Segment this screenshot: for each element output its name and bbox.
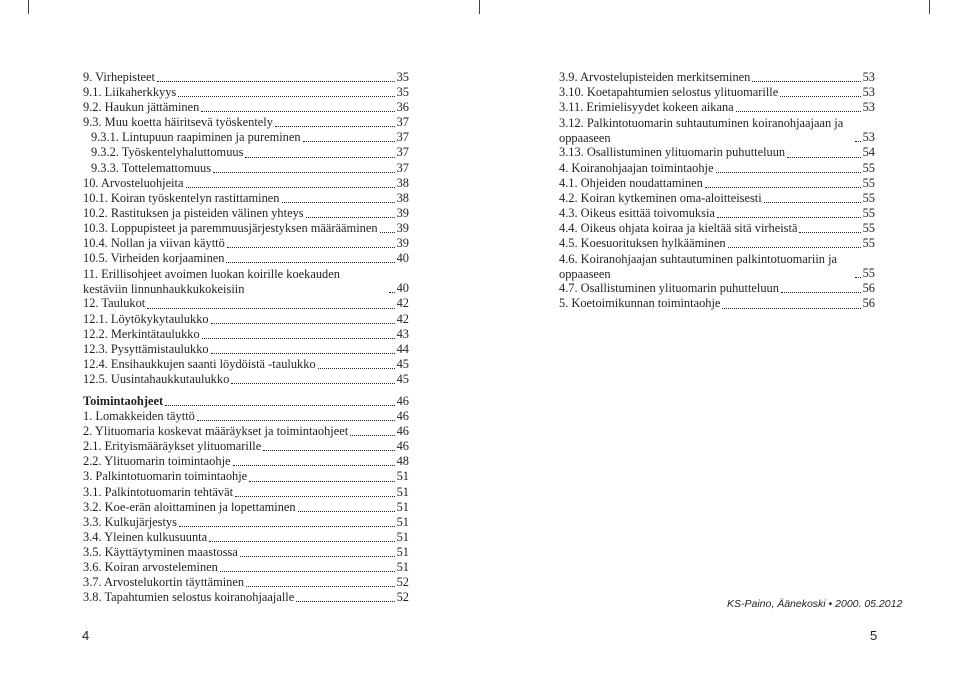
toc-entry-title: 4.4. Oikeus ohjata koiraa ja kieltää sitä virheistä: [559, 220, 798, 235]
crop-mark: [28, 0, 29, 14]
toc-entry-title: 4.7. Osallistuminen ylituomarin puhutteluun: [559, 281, 779, 296]
toc-entry-title: 12.3. Pysyttämistaulukko: [83, 341, 209, 356]
toc-entry: [83, 327, 409, 342]
toc-leader-dots: [179, 525, 395, 527]
toc-entry-title: 3.11. Erimielisyydet kokeen aikana: [559, 100, 734, 115]
toc-leader-dots: [165, 404, 395, 406]
toc-entry-title: 12.5. Uusintahaukkutaulukko: [83, 371, 230, 386]
toc-entry: [83, 394, 409, 409]
toc-entry-page: 56: [862, 296, 875, 311]
toc-leader-dots: [226, 261, 394, 263]
toc-entry: [559, 161, 875, 176]
toc-leader-dots: [147, 307, 394, 309]
toc-leader-dots: [350, 434, 394, 436]
toc-entry-title: 3.12. Palkintotuomarin suhtautuminen koiranohjaajaan ja oppaaseen: [559, 116, 844, 145]
toc-entry-page: 55: [862, 205, 875, 220]
toc-leader-dots: [728, 246, 861, 248]
toc-entry: [83, 145, 409, 160]
toc-entry: [83, 191, 409, 206]
toc-entry-page: 40: [396, 281, 409, 296]
toc-entry: [559, 70, 875, 85]
toc-entry: [559, 115, 875, 145]
toc-leader-dots: [787, 156, 860, 158]
toc-leader-dots: [227, 246, 395, 248]
toc-entry: [559, 281, 875, 296]
toc-entry-title: 3.13. Osallistuminen ylituomarin puhutteluun: [559, 145, 786, 160]
toc-entry-page: 46: [396, 393, 409, 408]
toc-entry-page: 46: [396, 439, 409, 454]
toc-entry-title: 4.5. Koesuorituksen hylkääminen: [559, 236, 726, 251]
toc-entry: [83, 251, 409, 266]
toc-entry-title: 12. Taulukot: [83, 296, 146, 311]
toc-entry-title: 9.2. Haukun jättäminen: [83, 100, 200, 115]
toc-entry-title: 9.3.3. Tottelemattomuus: [91, 160, 212, 175]
toc-entry-title: 2. Ylituomaria koskevat määräykset ja toimintaohjeet: [83, 424, 349, 439]
toc-entry: [83, 206, 409, 221]
toc-leader-dots: [705, 186, 861, 188]
toc-entry-page: 51: [396, 544, 409, 559]
toc-entry: [83, 515, 409, 530]
toc-entry: [559, 296, 875, 311]
toc-entry-page: 44: [396, 341, 409, 356]
toc-leader-dots: [752, 80, 860, 82]
toc-leader-dots: [220, 570, 395, 572]
toc-leader-dots: [233, 464, 395, 466]
toc-entry-title: 10. Arvosteluohjeita: [83, 175, 184, 190]
toc-entry-page: 42: [396, 311, 409, 326]
toc-entry-title: 3. Palkintotuomarin toimintaohje: [83, 469, 248, 484]
toc-leader-dots: [717, 216, 861, 218]
toc-entry: [83, 454, 409, 469]
toc-entry: [83, 236, 409, 251]
toc-entry-title: 9.3.2. Työskentelyhaluttomuus: [91, 145, 244, 160]
toc-entry-page: 51: [396, 529, 409, 544]
toc-leader-dots: [197, 419, 395, 421]
toc-entry: [559, 85, 875, 100]
toc-entry-title: 1. Lomakkeiden täyttö: [83, 409, 195, 424]
toc-entry-page: 51: [396, 514, 409, 529]
toc-entry: [83, 485, 409, 500]
toc-leader-dots: [799, 231, 860, 233]
toc-leader-dots: [231, 382, 394, 384]
page-number-left: 4: [82, 628, 90, 643]
toc-leader-dots: [855, 140, 861, 142]
toc-entry-title: 9. Virhepisteet: [83, 70, 155, 84]
toc-entry-title: 12.1. Löytökykytaulukko: [83, 311, 209, 326]
toc-leader-dots: [186, 186, 395, 188]
toc-entry-title: 4.3. Oikeus esittää toivomuksia: [559, 205, 715, 220]
toc-entry-title: 9.1. Liikaherkkyys: [83, 85, 177, 100]
toc-entry-page: 53: [862, 85, 875, 100]
toc-entry-page: 37: [396, 115, 409, 130]
toc-entry: [83, 424, 409, 439]
toc-entry-title: 9.3.1. Lintupuun raapiminen ja pureminen: [91, 130, 301, 145]
toc-entry: [559, 100, 875, 115]
toc-entry-page: 37: [396, 145, 409, 160]
toc-entry: [83, 357, 409, 372]
toc-entry-page: 55: [862, 175, 875, 190]
toc-entry-title: 10.1. Koiran työskentelyn rastittaminen: [83, 190, 280, 205]
toc-entry-page: 55: [862, 190, 875, 205]
toc-entry: [83, 85, 409, 100]
toc-entry: [83, 469, 409, 484]
toc-entry-title: 2.2. Ylituomarin toimintaohje: [83, 454, 231, 469]
toc-entry-page: 40: [396, 251, 409, 266]
toc-entry-page: 51: [396, 469, 409, 484]
toc-leader-dots: [716, 171, 861, 173]
toc-entry-title: 12.2. Merkintätaulukko: [83, 326, 200, 341]
toc-entry: [83, 545, 409, 560]
toc-entry: [83, 312, 409, 327]
toc-leader-dots: [780, 95, 860, 97]
toc-entry: [83, 590, 409, 605]
toc-entry-title: 10.2. Rastituksen ja pisteiden välinen yhteys: [83, 205, 304, 220]
toc-entry-page: 46: [396, 409, 409, 424]
toc-entry-page: 36: [396, 100, 409, 115]
toc-entry-title: 3.10. Koetapahtumien selostus ylituomarille: [559, 85, 779, 100]
toc-entry-title: 2.1. Erityismääräykset ylituomarille: [83, 439, 262, 454]
toc-entry-page: 53: [862, 130, 875, 145]
toc-leader-dots: [249, 480, 394, 482]
toc-entry: [83, 560, 409, 575]
toc-leader-dots: [855, 276, 861, 278]
toc-entry-page: 39: [396, 236, 409, 251]
toc-entry: [559, 191, 875, 206]
toc-entry-title: 5. Koetoimikunnan toimintaohje: [559, 296, 721, 311]
toc-entry: [559, 251, 875, 281]
toc-leader-dots: [275, 125, 395, 127]
toc-entry-page: 53: [862, 70, 875, 84]
toc-leader-dots: [211, 352, 395, 354]
printer-imprint: KS-Paino, Äänekoski • 2000. 05.2012: [727, 598, 903, 610]
toc-entry-page: 51: [396, 484, 409, 499]
toc-leader-dots: [211, 322, 395, 324]
toc-entry-title: 3.1. Palkintotuomarin tehtävät: [83, 484, 234, 499]
toc-entry-title: 10.5. Virheiden korjaaminen: [83, 251, 225, 266]
toc-entry-title: 3.3. Kulkujärjestys: [83, 514, 177, 529]
toc-entry: [83, 530, 409, 545]
toc-leader-dots: [213, 171, 395, 173]
toc-leader-dots: [246, 585, 395, 587]
toc-leader-dots: [781, 291, 861, 293]
toc-entry-page: 43: [396, 326, 409, 341]
toc-entry: [83, 409, 409, 424]
page-number-right: 5: [870, 628, 878, 643]
toc-leader-dots: [303, 140, 395, 142]
toc-entry: [83, 176, 409, 191]
toc-entry-title: 4. Koiranohjaajan toimintaohje: [559, 160, 714, 175]
toc-entry-title: 11. Erillisohjeet avoimen luokan koirille koekauden kestäviin linnunhaukkukokeisiin: [83, 267, 340, 296]
toc-entry-title: 3.5. Käyttäytyminen maastossa: [83, 544, 238, 559]
toc-right-column: [559, 70, 875, 312]
toc-leader-dots: [209, 540, 394, 542]
toc-entry: [559, 145, 875, 160]
toc-left-column: [83, 70, 409, 605]
toc-entry-title: 3.8. Tapahtumien selostus koiranohjaajalle: [83, 590, 295, 605]
toc-entry: [83, 296, 409, 311]
toc-entry-title: 10.4. Nollan ja viivan käyttö: [83, 236, 225, 251]
toc-entry-page: 35: [396, 70, 409, 84]
toc-entry-title: 12.4. Ensihaukkujen saanti löydöistä -taulukko: [83, 356, 316, 371]
toc-entry: [83, 70, 409, 85]
toc-entry-page: 35: [396, 85, 409, 100]
toc-leader-dots: [263, 449, 394, 451]
toc-entry: [83, 161, 409, 176]
toc-entry-page: 37: [396, 160, 409, 175]
toc-entry-page: 38: [396, 175, 409, 190]
toc-entry-page: 55: [862, 266, 875, 281]
toc-entry-title: 3.9. Arvostelupisteiden merkitseminen: [559, 70, 751, 84]
toc-entry-page: 37: [396, 130, 409, 145]
toc-entry: [83, 266, 409, 296]
toc-entry-title: 9.3. Muu koetta häiritsevä työskentely: [83, 115, 273, 130]
toc-entry-page: 39: [396, 205, 409, 220]
toc-entry-page: 39: [396, 220, 409, 235]
toc-entry-page: 45: [396, 356, 409, 371]
toc-entry-title: 3.7. Arvostelukortin täyttäminen: [83, 575, 245, 590]
toc-entry: [83, 372, 409, 387]
toc-entry-page: 56: [862, 281, 875, 296]
toc-entry: [83, 342, 409, 357]
toc-entry-title: Toimintaohjeet: [83, 393, 164, 408]
toc-entry-page: 55: [862, 160, 875, 175]
toc-entry: [83, 575, 409, 590]
toc-entry-page: 52: [396, 590, 409, 605]
toc-entry-title: 4.1. Ohjeiden noudattaminen: [559, 175, 703, 190]
toc-leader-dots: [282, 201, 395, 203]
toc-entry: [83, 500, 409, 515]
toc-entry: [83, 115, 409, 130]
crop-mark: [479, 0, 480, 14]
toc-entry: [559, 206, 875, 221]
toc-entry: [83, 439, 409, 454]
toc-leader-dots: [245, 156, 394, 158]
toc-leader-dots: [389, 291, 395, 293]
toc-entry: [83, 130, 409, 145]
toc-entry-page: 55: [862, 220, 875, 235]
toc-entry: [559, 221, 875, 236]
crop-mark: [929, 0, 930, 14]
toc-leader-dots: [380, 231, 395, 233]
toc-entry-page: 53: [862, 100, 875, 115]
toc-entry-title: 10.3. Loppupisteet ja paremmuusjärjestyksen määrääminen: [83, 220, 378, 235]
toc-entry: [559, 236, 875, 251]
toc-entry-title: 3.4. Yleinen kulkusuunta: [83, 529, 208, 544]
toc-entry-page: 42: [396, 296, 409, 311]
toc-leader-dots: [157, 80, 395, 82]
toc-entry: [83, 100, 409, 115]
toc-entry-page: 55: [862, 236, 875, 251]
toc-entry-page: 38: [396, 190, 409, 205]
toc-entry-title: 4.6. Koiranohjaajan suhtautuminen palkintotuomariin ja oppaaseen: [559, 252, 838, 281]
toc-entry-title: 3.2. Koe-erän aloittaminen ja lopettaminen: [83, 499, 296, 514]
toc-entry-title: 3.6. Koiran arvosteleminen: [83, 560, 218, 574]
toc-leader-dots: [298, 510, 395, 512]
toc-leader-dots: [764, 201, 861, 203]
toc-leader-dots: [722, 307, 860, 309]
toc-leader-dots: [201, 110, 394, 112]
toc-entry-page: 51: [396, 499, 409, 514]
toc-leader-dots: [306, 216, 395, 218]
toc-entry: [559, 176, 875, 191]
toc-leader-dots: [240, 555, 395, 557]
toc-leader-dots: [296, 600, 394, 602]
toc-entry: [83, 221, 409, 236]
toc-entry-page: 54: [862, 145, 875, 160]
toc-entry-page: 52: [396, 575, 409, 590]
toc-entry-page: 48: [396, 454, 409, 469]
toc-entry-page: 46: [396, 424, 409, 439]
toc-leader-dots: [202, 337, 395, 339]
toc-leader-dots: [235, 495, 395, 497]
toc-entry-page: 45: [396, 371, 409, 386]
toc-entry-title: 4.2. Koiran kytkeminen oma-aloitteisesti: [559, 190, 762, 205]
toc-leader-dots: [178, 95, 394, 97]
toc-entry-page: 51: [396, 560, 409, 574]
toc-leader-dots: [318, 367, 395, 369]
toc-leader-dots: [736, 110, 861, 112]
